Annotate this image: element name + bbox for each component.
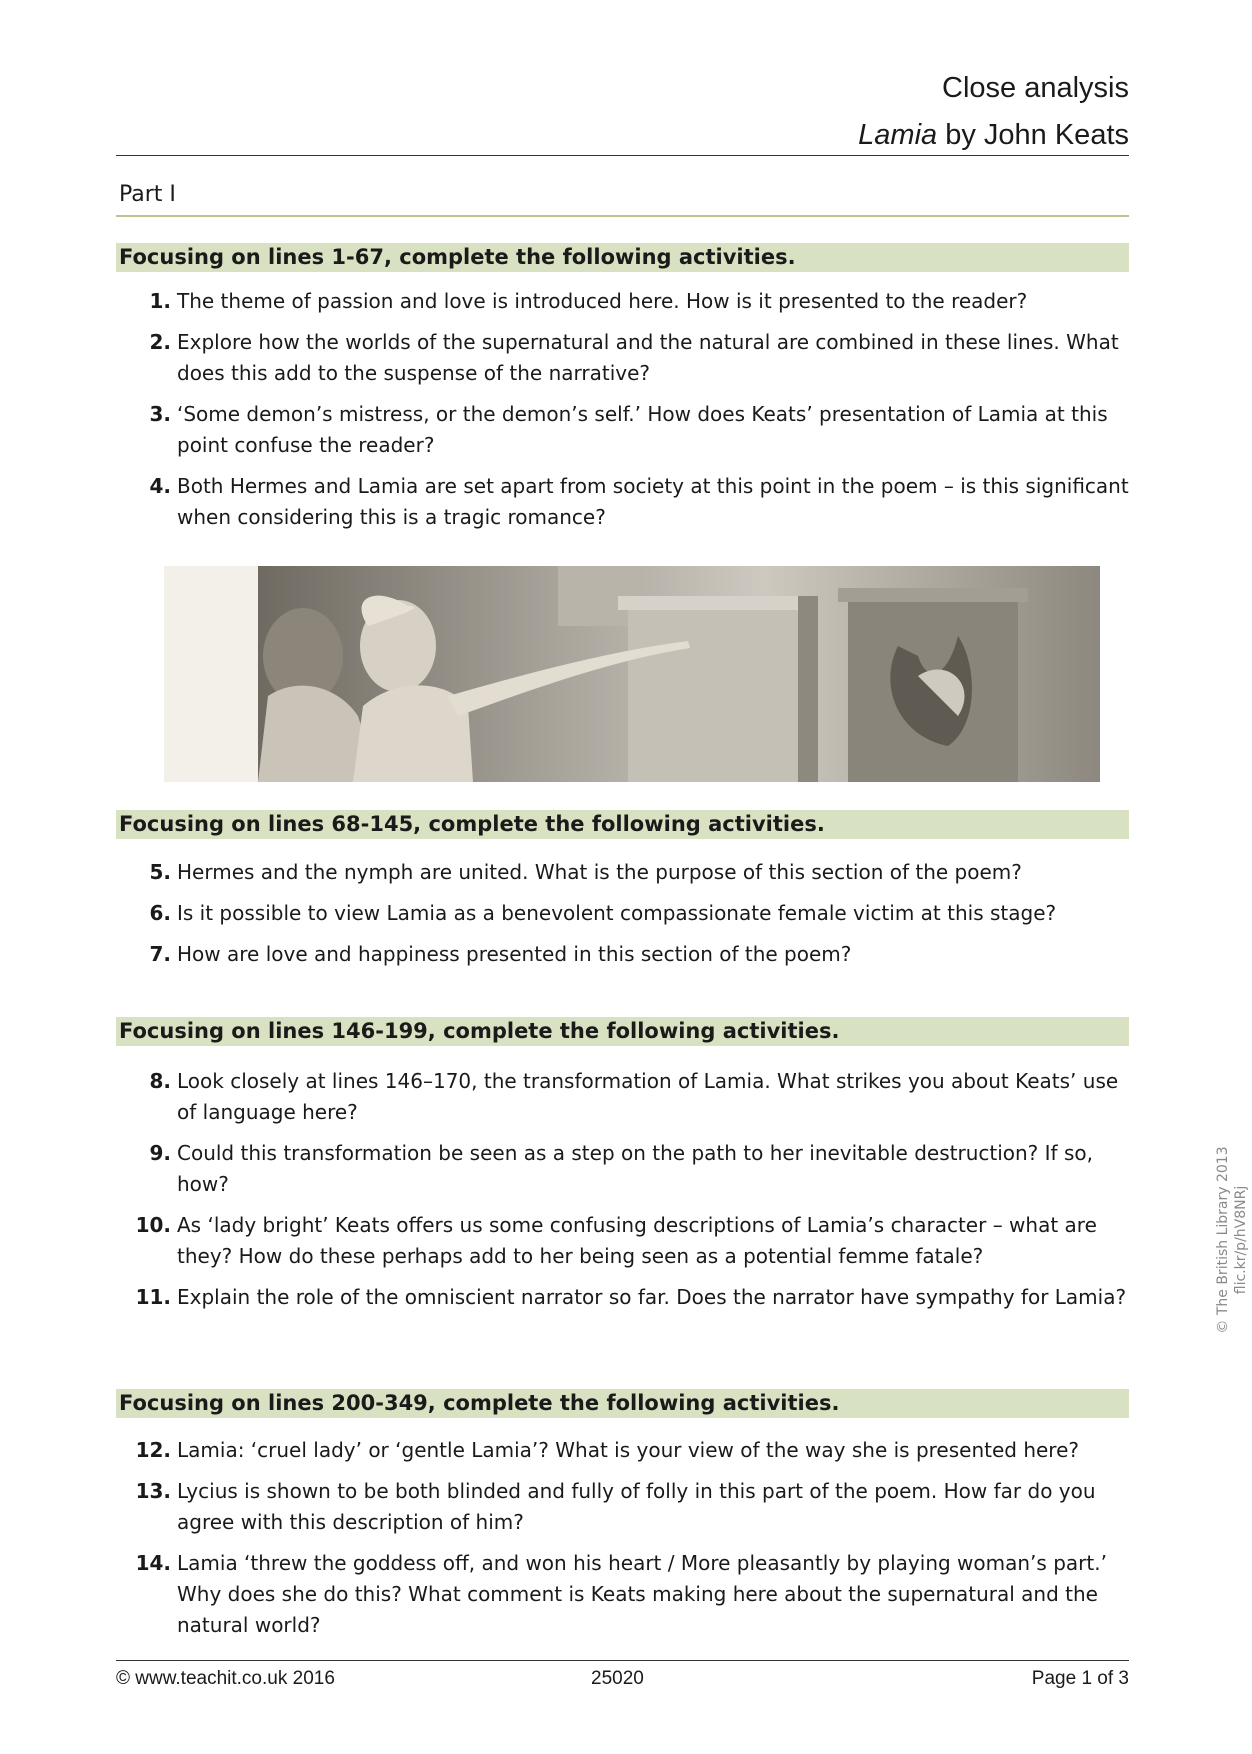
engraving-image <box>258 566 1160 782</box>
question-1 <box>116 286 1129 317</box>
question-list-3 <box>116 1066 1129 1323</box>
question-5 <box>116 857 1129 888</box>
part-label: Part I <box>119 182 176 207</box>
question-text: Could this transformation be seen as a step on the path to her inevitable destruction? If so, how? <box>177 1141 1093 1196</box>
question-9 <box>116 1138 1129 1200</box>
document-subtitle <box>858 119 1129 152</box>
question-8 <box>116 1066 1129 1128</box>
question-6 <box>116 898 1129 929</box>
question-text: Hermes and the nymph are united. What is the purpose of this section of the poem? <box>177 860 1022 884</box>
question-text: Is it possible to view Lamia as a benevolent compassionate female victim at this stage? <box>177 901 1057 925</box>
question-text: Both Hermes and Lamia are set apart from society at this point in the poem – is this significant when considering this is a tragic romance? <box>177 474 1129 529</box>
image-credit-line-2: flic.kr/p/hV8NRj <box>1233 1185 1249 1295</box>
question-text: Explain the role of the omniscient narrator so far. Does the narrator have sympathy for Lamia? <box>177 1285 1127 1309</box>
question-13 <box>116 1476 1129 1538</box>
header-divider <box>116 155 1129 156</box>
question-4 <box>116 471 1129 533</box>
question-text: Lamia ‘threw the goddess off, and won his heart / More pleasantly by playing woman’s part.’ Why does she do this? What comment is Keats making here about the supernatural and the natural world? <box>177 1551 1107 1637</box>
question-3 <box>116 399 1129 461</box>
question-12 <box>116 1435 1129 1466</box>
question-7 <box>116 939 1129 970</box>
question-text: Explore how the worlds of the supernatural and the natural are combined in these lines. What does this add to the suspense of the narrative? <box>177 330 1119 385</box>
section-heading-4: Focusing on lines 200-349, complete the following activities. <box>116 1389 1129 1418</box>
question-number: 8. <box>149 1069 171 1093</box>
question-number: 13. <box>135 1479 171 1503</box>
question-text: Lycius is shown to be both blinded and fully of folly in this part of the poem. How far do you agree with this description of him? <box>177 1479 1096 1534</box>
section-heading-1: Focusing on lines 1-67, complete the following activities. <box>116 243 1129 272</box>
section-heading-2: Focusing on lines 68-145, complete the following activities. <box>116 810 1129 839</box>
question-number: 12. <box>135 1438 171 1462</box>
question-text: The theme of passion and love is introduced here. How is it presented to the reader? <box>177 289 1028 313</box>
question-number: 14. <box>135 1551 171 1575</box>
question-text: Lamia: ‘cruel lady’ or ‘gentle Lamia’? What is your view of the way she is presented here? <box>177 1438 1080 1462</box>
question-number: 11. <box>135 1285 171 1309</box>
question-number: 10. <box>135 1213 171 1237</box>
question-text: How are love and happiness presented in this section of the poem? <box>177 942 852 966</box>
footer-resource-code: 25020 <box>591 1668 644 1689</box>
section-heading-3: Focusing on lines 146-199, complete the following activities. <box>116 1017 1129 1046</box>
image-credit <box>1212 1132 1252 1348</box>
image-credit-line-1: © The British Library 2013 <box>1215 1146 1231 1334</box>
question-number: 7. <box>149 942 171 966</box>
question-14 <box>116 1548 1129 1641</box>
question-number: 5. <box>149 860 171 884</box>
question-list-2 <box>116 857 1129 980</box>
question-number: 4. <box>149 474 171 498</box>
part-divider <box>116 215 1129 217</box>
question-number: 2. <box>149 330 171 354</box>
question-11 <box>116 1282 1129 1313</box>
question-list-4 <box>116 1435 1129 1651</box>
question-text: Look closely at lines 146–170, the transformation of Lamia. What strikes you about Keats’ use of language here? <box>177 1069 1119 1124</box>
question-number: 1. <box>149 289 171 313</box>
question-text: ‘Some demon’s mistress, or the demon’s self.’ How does Keats’ presentation of Lamia at this point confuse the reader? <box>177 402 1108 457</box>
question-number: 9. <box>149 1141 171 1165</box>
question-text: As ‘lady bright’ Keats offers us some confusing descriptions of Lamia’s character – what are they? How do these perhaps add to her being seen as a potential femme fatale? <box>177 1213 1097 1268</box>
question-number: 3. <box>149 402 171 426</box>
footer-copyright: © www.teachit.co.uk 2016 <box>116 1668 335 1689</box>
poem-title: Lamia <box>858 119 938 151</box>
document-title: Close analysis <box>942 72 1129 104</box>
question-2 <box>116 327 1129 389</box>
question-10 <box>116 1210 1129 1272</box>
footer-page-number: Page 1 of 3 <box>1031 1668 1129 1689</box>
footer-divider <box>116 1660 1129 1661</box>
question-number: 6. <box>149 901 171 925</box>
poem-author: by John Keats <box>937 119 1129 151</box>
question-list-1 <box>116 286 1129 543</box>
